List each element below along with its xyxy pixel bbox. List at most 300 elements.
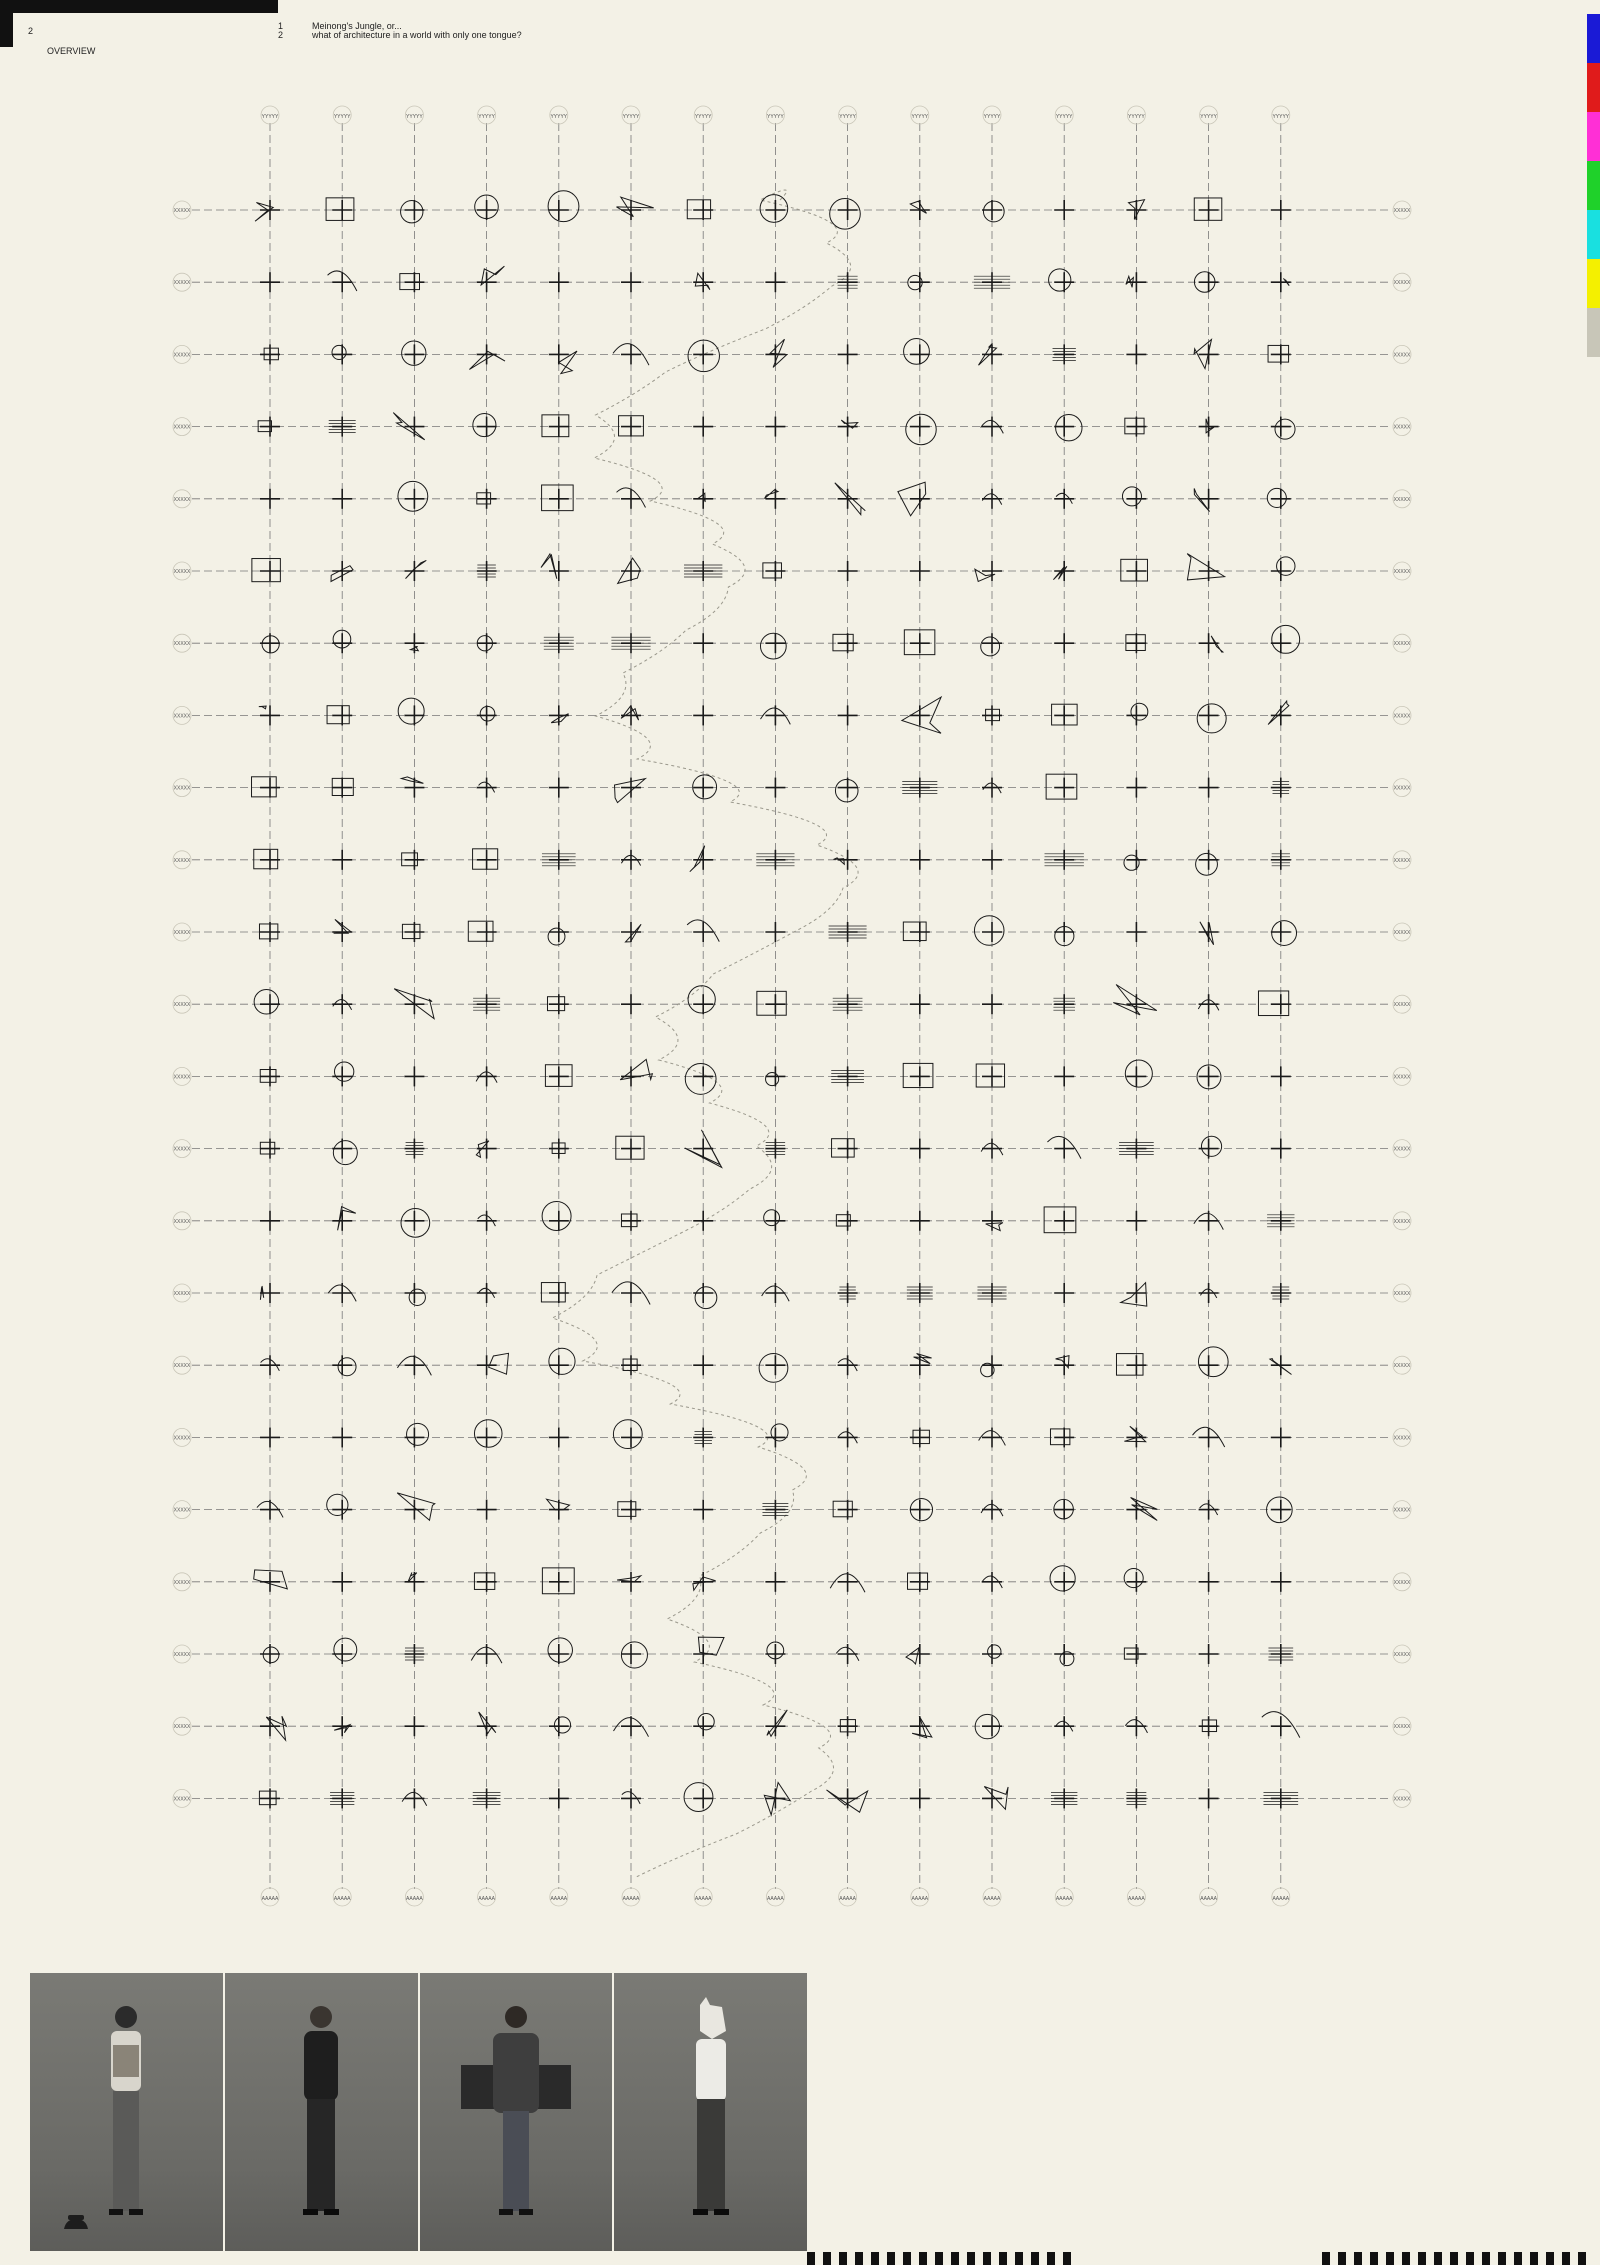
bottom-tag: AAAAA	[550, 1896, 568, 1902]
grid-glyph	[1054, 633, 1074, 653]
grid-glyph	[838, 344, 858, 364]
grid-glyph	[1267, 1211, 1294, 1231]
grid-glyph	[404, 1066, 424, 1086]
row-tag: XXXXX	[1393, 857, 1411, 864]
grid-glyph	[1050, 1566, 1075, 1592]
grid-glyph	[620, 1059, 652, 1086]
grid-glyph	[473, 994, 500, 1014]
grid-glyph	[260, 1066, 280, 1086]
grid-glyph	[835, 778, 858, 802]
row-tag: XXXXX	[1393, 785, 1411, 792]
column-tag: YYYYY	[1272, 114, 1290, 120]
grid-glyph	[332, 1638, 357, 1664]
grid-glyph	[260, 1139, 280, 1159]
bottom-tag: AAAAA	[839, 1896, 856, 1902]
grid-glyph	[1194, 198, 1222, 220]
row-tag: XXXXX	[173, 713, 191, 720]
grid-glyph	[329, 417, 356, 437]
grid-glyph	[693, 705, 713, 725]
grid-glyph	[621, 922, 641, 942]
grid-glyph	[401, 200, 425, 223]
row-tag: XXXXX	[1393, 280, 1411, 287]
grid-glyph	[765, 489, 786, 509]
grid-glyph	[477, 1500, 497, 1520]
grid-glyph	[619, 416, 644, 437]
grid-glyph	[477, 1353, 509, 1375]
grid-glyph	[258, 417, 280, 437]
page-number: 2	[28, 26, 34, 36]
grid-glyph	[904, 339, 930, 365]
grid-glyph	[621, 1355, 641, 1375]
grid-glyph	[260, 272, 280, 292]
grid-glyph	[1047, 1136, 1081, 1158]
grid-glyph	[765, 272, 785, 292]
row-tag: XXXXX	[1393, 1579, 1411, 1586]
row-tag: XXXXX	[1393, 1291, 1411, 1297]
grid-glyph	[757, 991, 786, 1015]
column-tag: YYYYY	[261, 114, 279, 120]
grid-glyph	[981, 633, 1002, 656]
grid-glyph	[1199, 1644, 1219, 1664]
grid-glyph	[981, 417, 1004, 437]
grid-glyph	[1126, 922, 1146, 942]
grid-glyph	[906, 1644, 930, 1664]
row-tag: XXXXX	[1393, 208, 1411, 214]
grid-glyph	[762, 1283, 790, 1303]
grid-glyph	[257, 1500, 283, 1520]
bottom-tag: AAAAA	[1272, 1896, 1290, 1902]
photo-man-vest	[30, 1973, 223, 2251]
grid-glyph	[332, 1139, 357, 1165]
grid-glyph	[473, 849, 498, 870]
grid-glyph	[1052, 704, 1078, 725]
grid-glyph	[830, 199, 861, 230]
grid-glyph	[541, 554, 569, 581]
grid-glyph	[1053, 994, 1075, 1014]
grid-glyph	[907, 1283, 933, 1303]
grid-glyph	[765, 922, 785, 942]
grid-glyph	[474, 1420, 502, 1448]
grid-glyph	[1194, 272, 1218, 293]
grid-glyph	[1122, 487, 1146, 509]
grid-glyph	[981, 1500, 1003, 1520]
row-tag: XXXXX	[173, 785, 191, 792]
column-tag: YYYYY	[983, 114, 1001, 120]
grid-glyph	[1271, 625, 1300, 653]
grid-glyph	[621, 272, 641, 292]
grid-glyph	[1126, 272, 1147, 292]
column-tag: YYYYY	[1128, 114, 1145, 120]
row-tag: XXXXX	[173, 569, 191, 575]
grid-glyph	[904, 630, 935, 655]
grid-glyph	[1199, 417, 1219, 437]
grid-glyph	[1258, 991, 1290, 1016]
grid-glyph	[1271, 850, 1291, 870]
column-tag: YYYYY	[839, 114, 856, 120]
grid-glyph	[693, 775, 717, 799]
row-tag: XXXXX	[173, 1002, 191, 1009]
grid-glyph	[982, 778, 1002, 798]
column-tag: YYYYY	[333, 114, 351, 120]
grid-glyph	[838, 561, 858, 581]
grid-glyph	[476, 1066, 497, 1086]
grid-glyph	[693, 1714, 714, 1737]
grid-glyph	[1053, 344, 1076, 364]
grid-glyph	[260, 1716, 287, 1740]
row-tag: XXXXX	[1393, 641, 1411, 648]
meander-path	[552, 190, 858, 1877]
grid-glyph	[690, 846, 713, 872]
row-tag: XXXXX	[1393, 713, 1411, 720]
grid-glyph	[1271, 272, 1291, 292]
grid-glyph	[1197, 1065, 1221, 1089]
telephone-icon	[62, 2213, 90, 2231]
row-tag: XXXXX	[173, 280, 191, 287]
grid-glyph	[260, 1355, 280, 1375]
bottom-tag: AAAAA	[1200, 1896, 1217, 1902]
grid-glyph	[549, 1427, 569, 1447]
grid-glyph	[260, 633, 280, 653]
row-tag: XXXXX	[173, 1291, 191, 1297]
row-tag: XXXXX	[173, 1218, 191, 1225]
grid-glyph	[982, 489, 1002, 509]
column-tag: YYYYY	[550, 114, 568, 120]
grid-glyph	[687, 920, 719, 942]
row-tag: XXXXX	[1393, 930, 1411, 936]
grid-glyph	[974, 272, 1010, 292]
grid-glyph	[1054, 1716, 1074, 1736]
grid-glyph	[833, 994, 863, 1014]
grid-glyph	[1126, 1498, 1157, 1521]
grid-glyph	[977, 1283, 1006, 1303]
bottom-tag: AAAAA	[1055, 1896, 1073, 1902]
grid-glyph	[477, 266, 505, 292]
grid-glyph	[684, 561, 722, 581]
bottom-tag: AAAAA	[983, 1896, 1001, 1902]
grid-glyph	[910, 1499, 933, 1521]
grid-glyph	[254, 990, 280, 1015]
grid-glyph	[260, 1427, 280, 1447]
grid-glyph	[615, 778, 646, 803]
grid-glyph	[549, 1716, 571, 1736]
grid-glyph	[252, 777, 280, 798]
grid-glyph	[693, 1500, 713, 1520]
grid-glyph	[1054, 1499, 1074, 1519]
row-tag: XXXXX	[1393, 1435, 1411, 1442]
row-tag: XXXXX	[173, 857, 191, 864]
grid-glyph	[549, 1139, 569, 1159]
row-tag: XXXXX	[1393, 1218, 1411, 1225]
grid-glyph	[549, 1348, 575, 1375]
grid-glyph	[765, 1572, 785, 1592]
grid-glyph	[765, 1139, 785, 1159]
grid-glyph	[477, 705, 497, 725]
bottom-tag: AAAAA	[261, 1896, 279, 1902]
grid-glyph	[1271, 200, 1291, 220]
grid-glyph	[255, 200, 280, 221]
grid-glyph	[835, 483, 866, 515]
grid-glyph	[693, 417, 713, 437]
row-tag: XXXXX	[173, 1724, 191, 1731]
grid-glyph	[1268, 701, 1291, 725]
grid-glyph	[982, 1787, 1008, 1810]
grid-glyph	[402, 922, 424, 942]
grid-glyph	[404, 1716, 424, 1736]
grid-glyph	[477, 633, 497, 653]
section-label: OVERVIEW	[47, 46, 96, 56]
grid-glyph	[838, 1355, 858, 1375]
person-figure	[451, 1995, 581, 2235]
grid-glyph	[1050, 1427, 1074, 1447]
row-tag: XXXXX	[173, 1796, 191, 1803]
grid-glyph	[332, 630, 352, 653]
row-tag: XXXXX	[1393, 496, 1411, 503]
photo-horse-head	[614, 1973, 807, 2251]
grid-glyph	[332, 489, 352, 509]
grid-glyph	[1271, 557, 1295, 581]
grid-glyph	[1271, 1066, 1291, 1086]
grid-glyph	[1125, 417, 1147, 437]
grid-glyph	[401, 777, 424, 798]
grid-glyph	[1262, 1712, 1300, 1738]
grid-glyph	[765, 778, 785, 798]
grid-glyph	[260, 1211, 280, 1231]
grid-glyph	[1125, 1716, 1147, 1736]
grid-glyph	[1054, 1283, 1074, 1303]
grid-glyph	[549, 1788, 569, 1808]
row-tag: XXXXX	[1393, 1146, 1411, 1153]
grid-glyph	[1125, 1060, 1152, 1087]
grid-glyph	[765, 1642, 785, 1664]
grid-glyph	[1051, 1788, 1077, 1808]
grid-glyph	[693, 1211, 713, 1231]
grid-glyph	[756, 850, 794, 870]
grid-glyph	[547, 1499, 570, 1519]
grid-glyph	[1049, 269, 1075, 292]
grid-glyph	[332, 1062, 354, 1086]
grid-glyph	[979, 343, 1003, 365]
grid-glyph	[1271, 1139, 1291, 1159]
grid-glyph	[838, 1283, 858, 1303]
grid-glyph	[617, 488, 646, 509]
grid-glyph	[1199, 1572, 1219, 1592]
bottom-tag: AAAAA	[694, 1896, 712, 1902]
grid-glyph	[618, 558, 641, 583]
grid-glyph	[542, 1568, 574, 1594]
grid-glyph	[327, 1494, 353, 1519]
grid-glyph	[542, 415, 569, 437]
grid-glyph	[477, 1211, 497, 1231]
grid-glyph	[1053, 561, 1074, 581]
grid-glyph	[829, 922, 867, 942]
grid-glyph	[1124, 850, 1146, 871]
grid-glyph	[1198, 994, 1219, 1014]
grid-glyph	[1054, 414, 1082, 440]
grid-glyph	[476, 1139, 496, 1159]
grid-glyph	[1054, 1355, 1074, 1375]
grid-glyph	[688, 340, 719, 371]
grid-glyph	[259, 922, 280, 942]
grid-glyph	[1119, 1139, 1154, 1159]
grid-glyph	[1271, 778, 1291, 798]
grid-glyph	[836, 1644, 859, 1664]
grid-glyph	[404, 1283, 425, 1305]
grid-glyph	[549, 705, 569, 725]
grid-glyph	[974, 916, 1004, 946]
grid-glyph	[827, 1788, 868, 1812]
grid-glyph	[910, 1211, 930, 1231]
grid-glyph	[1199, 778, 1219, 798]
grid-glyph	[975, 561, 1002, 581]
person-figure	[286, 1995, 356, 2235]
grid-glyph	[328, 1283, 356, 1303]
row-tag: XXXXX	[173, 1435, 191, 1442]
grid-glyph	[765, 1424, 788, 1448]
grid-glyph	[477, 1283, 497, 1303]
grid-glyph	[976, 1064, 1004, 1087]
grid-glyph	[260, 1644, 280, 1664]
grid-glyph	[693, 1355, 713, 1375]
grid-glyph	[1126, 633, 1147, 653]
grid-glyph	[1271, 417, 1295, 440]
grid-glyph	[617, 1572, 641, 1592]
grid-glyph	[982, 850, 1002, 870]
grid-glyph	[402, 341, 426, 365]
row-tag: XXXXX	[1393, 352, 1411, 359]
grid-glyph	[621, 994, 641, 1014]
row-tag: XXXXX	[1393, 1363, 1411, 1370]
grid-glyph	[688, 986, 715, 1014]
row-tag: XXXXX	[1393, 1724, 1411, 1731]
grid-glyph	[477, 489, 497, 509]
grid-glyph	[547, 994, 568, 1014]
grid-glyph	[1199, 1716, 1219, 1736]
grid-glyph	[765, 417, 785, 437]
row-tag: XXXXX	[1393, 1507, 1411, 1514]
grid-glyph	[1268, 1644, 1293, 1664]
grid-glyph	[474, 1572, 496, 1592]
row-tag: XXXXX	[173, 1507, 191, 1514]
row-tag: XXXXX	[173, 1146, 191, 1153]
grid-glyph	[693, 272, 713, 292]
row-tag: XXXXX	[173, 1652, 191, 1658]
grid-glyph	[1126, 344, 1146, 364]
grid-glyph	[1116, 1354, 1146, 1376]
grid-glyph	[1121, 1283, 1147, 1306]
grid-glyph	[902, 778, 937, 798]
grid-glyph	[542, 1201, 571, 1230]
grid-glyph	[477, 1712, 497, 1736]
grid-glyph	[910, 850, 930, 870]
bottom-tag: AAAAA	[478, 1896, 495, 1902]
grid-glyph	[1054, 200, 1074, 220]
row-tag: XXXXX	[173, 1074, 191, 1081]
grid-glyph	[833, 633, 858, 653]
grid-glyph	[1113, 985, 1157, 1015]
grid-glyph	[254, 1570, 288, 1592]
grid-glyph	[1267, 1497, 1293, 1523]
row-tag: XXXXX	[173, 1579, 191, 1586]
grid-glyph	[831, 1066, 864, 1086]
column-tag: YYYYY	[478, 114, 495, 120]
grid-glyph	[332, 1572, 352, 1592]
grid-glyph	[1187, 554, 1224, 581]
grid-glyph	[982, 1211, 1003, 1231]
bottom-tag: AAAAA	[767, 1896, 784, 1902]
grid-glyph	[331, 561, 353, 582]
grid-glyph	[332, 850, 352, 870]
grid-glyph	[404, 1572, 424, 1592]
row-tag: XXXXX	[1393, 569, 1411, 575]
grid-glyph	[1271, 921, 1297, 946]
grid-glyph	[260, 344, 280, 364]
grid-glyph	[621, 705, 641, 725]
grid-glyph	[1199, 1283, 1219, 1303]
grid-glyph	[477, 561, 497, 581]
column-tag: YYYYY	[406, 114, 423, 120]
grid-glyph	[765, 1066, 785, 1086]
column-tag: YYYYY	[911, 114, 929, 120]
grid-glyph	[1045, 850, 1084, 870]
row-tag: XXXXX	[173, 352, 191, 359]
photo-man-wrapped	[420, 1973, 613, 2251]
grid-glyph	[910, 1788, 930, 1808]
grid-glyph	[982, 994, 1002, 1014]
grid-glyph	[404, 633, 424, 653]
photo-man-dark	[225, 1973, 418, 2251]
grid-glyph	[332, 344, 352, 364]
grid-glyph	[910, 1427, 930, 1447]
column-tag: YYYYY	[1055, 114, 1073, 120]
row-tag: XXXXX	[1393, 1796, 1411, 1803]
row-tag: XXXXX	[173, 641, 191, 648]
grid-glyph	[1194, 489, 1218, 512]
grid-glyph	[621, 1642, 647, 1668]
grid-glyph	[1124, 1568, 1146, 1591]
grid-glyph	[618, 1500, 641, 1520]
bottom-tag: AAAAA	[1128, 1896, 1145, 1902]
grid-glyph	[617, 197, 654, 220]
grid-glyph	[1054, 1644, 1074, 1666]
grid-glyph	[402, 850, 425, 870]
grid-glyph	[760, 633, 786, 659]
grid-glyph	[760, 195, 788, 223]
grid-glyph	[910, 200, 930, 220]
grid-glyph	[1124, 1426, 1146, 1447]
grid-glyph	[328, 271, 357, 292]
grid-glyph	[332, 778, 353, 798]
grid-glyph	[404, 1139, 424, 1159]
grid-glyph	[833, 1500, 857, 1520]
grid-glyph	[621, 1788, 641, 1808]
grid-glyph	[402, 1788, 427, 1808]
grid-glyph	[542, 850, 576, 870]
grid-glyph	[326, 198, 354, 221]
grid-glyph	[549, 778, 569, 798]
grid-glyph	[1126, 703, 1147, 725]
line-number-1: 1	[278, 21, 284, 31]
grid-glyph	[906, 414, 936, 444]
grid-glyph	[764, 1210, 786, 1231]
grid-glyph	[398, 481, 428, 511]
grid-glyph	[332, 1716, 352, 1736]
grid-glyph	[838, 1716, 858, 1736]
grid-glyph	[252, 559, 280, 582]
grid-glyph	[1270, 1355, 1292, 1375]
person-figure	[91, 1995, 161, 2235]
grid-glyph	[1046, 774, 1077, 799]
row-tag: XXXXX	[173, 930, 191, 936]
